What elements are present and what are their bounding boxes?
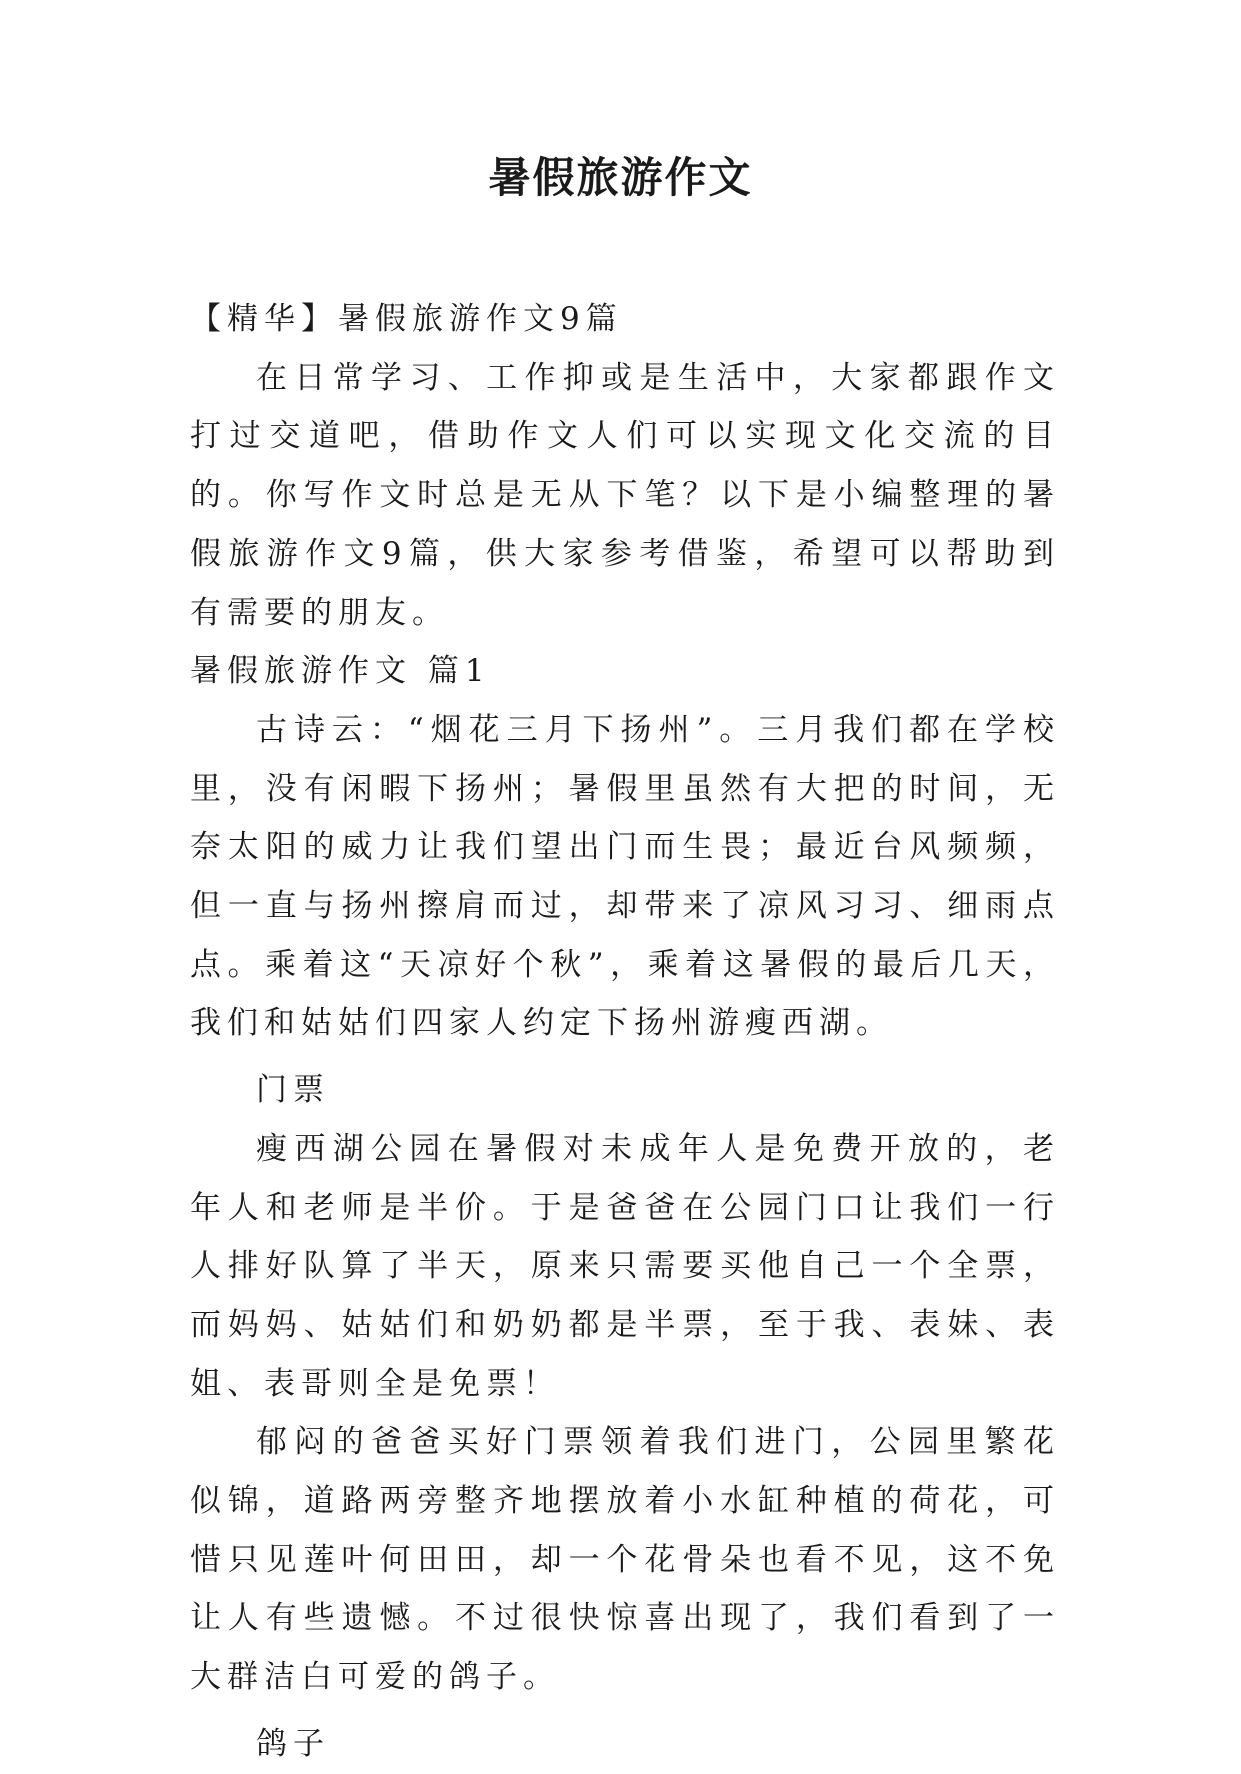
subheading-pigeons: 鸽子 [256,1725,330,1762]
document-title: 暑假旅游作文 [488,153,753,202]
section-heading: 暑假旅游作文 篇1 [190,653,491,690]
body-paragraph: 古诗云：“烟花三月下扬州”。三月我们都在学校里，没有闲暇下扬州；暑假里虽然有大把的时间，无奈太阳的威力让我们望出门而生畏；最近台风频频，但一直与扬州擦肩而过，却带来了凉风习习、细雨点点。乘着这“天凉好个秋”，乘着这暑假的最后几天，我们和姑姑们四家人约定下扬州游瘦西湖。 [190,711,1060,1042]
body-paragraph: 郁闷的爸爸买好门票领着我们进门，公园里繁花似锦，道路两旁整齐地摆放着小水缸种植的荷花，可惜只见莲叶何田田，却一个花骨朵也看不见，这不免让人有些遗憾。不过很快惊喜出现了，我们看到了一大群洁白可爱的鸽子。 [190,1424,1060,1696]
subheading-tickets: 门票 [256,1072,330,1109]
body-paragraph: 瘦西湖公园在暑假对未成年人是免费开放的，老年人和老师是半价。于是爸爸在公园门口让我们一行人排好队算了半天，原来只需要买他自己一个全票，而妈妈、姑姑们和奶奶都是半票，至于我、表妹、表姐、表哥则全是免票！ [190,1130,1060,1402]
subtitle-line: 【精华】暑假旅游作文9篇 [190,301,623,337]
intro-paragraph: 在日常学习、工作抑或是生活中，大家都跟作文打过交道吧，借助作文人们可以实现文化交流的目的。你写作文时总是无从下笔？以下是小编整理的暑假旅游作文9篇，供大家参考借鉴，希望可以帮助到有需要的朋友。 [190,359,1060,631]
document-body [190,290,1060,1774]
